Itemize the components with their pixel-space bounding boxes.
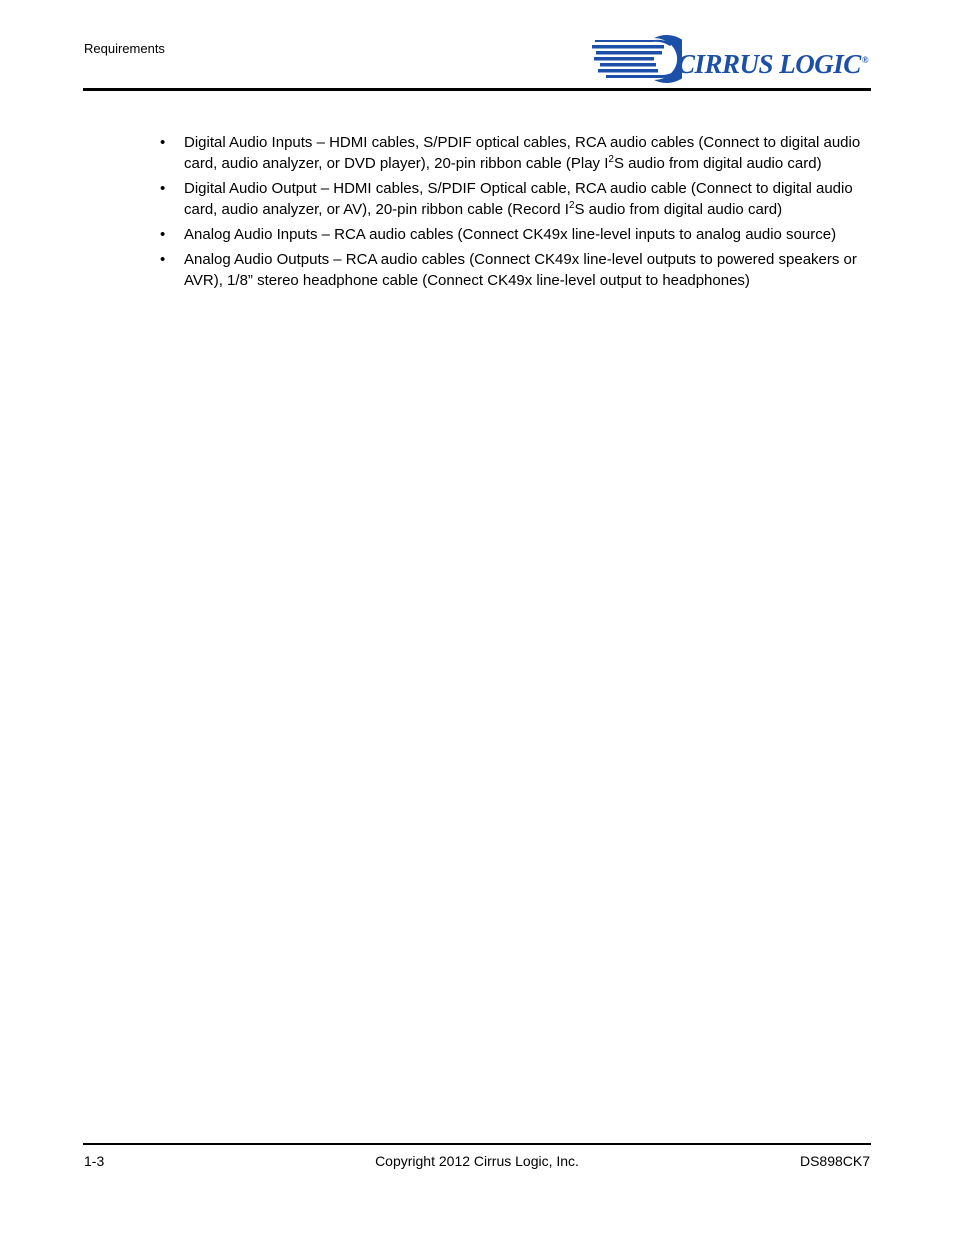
footer-divider: [83, 1143, 871, 1145]
page-number: 1-3: [84, 1153, 105, 1169]
list-item: [160, 224, 872, 245]
superscript: 2: [608, 154, 614, 165]
bullet-marker: •: [160, 226, 166, 243]
requirements-list: [160, 132, 872, 295]
bullet-marker: •: [160, 180, 166, 197]
bullet-marker: •: [160, 251, 166, 268]
list-item-text: Digital Audio Output – HDMI cables, S/PDIF Optical cable, RCA audio cable (Connect to digital audio card, audio analyzer, or AV), 20-pin ribbon cable (Record I: [184, 180, 853, 218]
logo-wordmark: [677, 49, 868, 80]
superscript: 2: [568, 200, 575, 211]
list-item-text: S audio from digital audio card): [613, 155, 822, 172]
header-section-title: Requirements: [84, 41, 165, 56]
list-item: [160, 132, 872, 174]
copyright-notice: Copyright 2012 Cirrus Logic, Inc.: [375, 1153, 579, 1169]
list-item-text: Analog Audio Outputs – RCA audio cables (Connect CK49x line-level outputs to powered speakers or AVR), 1/8” stereo headphone cable (Connect CK49x line-level output to headphones): [184, 251, 857, 289]
cirrus-logic-swirl-icon: [592, 32, 682, 84]
list-item: [160, 178, 872, 220]
logo-registered-mark: ®: [861, 55, 869, 65]
bullet-marker: •: [160, 134, 166, 151]
header-divider: [83, 88, 871, 91]
logo-wordmark-text: CIRRUS LOGIC: [677, 49, 861, 79]
list-item-text: Digital Audio Inputs – HDMI cables, S/PDIF optical cables, RCA audio cables (Connect to digital audio card, audio analyzer, or DVD player), 20-pin ribbon cable (Play I: [184, 134, 861, 172]
list-item-text: Analog Audio Inputs – RCA audio cables (Connect CK49x line-level inputs to analog audio source): [184, 226, 837, 243]
list-item: [160, 249, 872, 291]
cirrus-logic-logo: [592, 32, 872, 84]
list-item-text: S audio from digital audio card): [574, 201, 783, 218]
document-id: DS898CK7: [799, 1153, 870, 1169]
